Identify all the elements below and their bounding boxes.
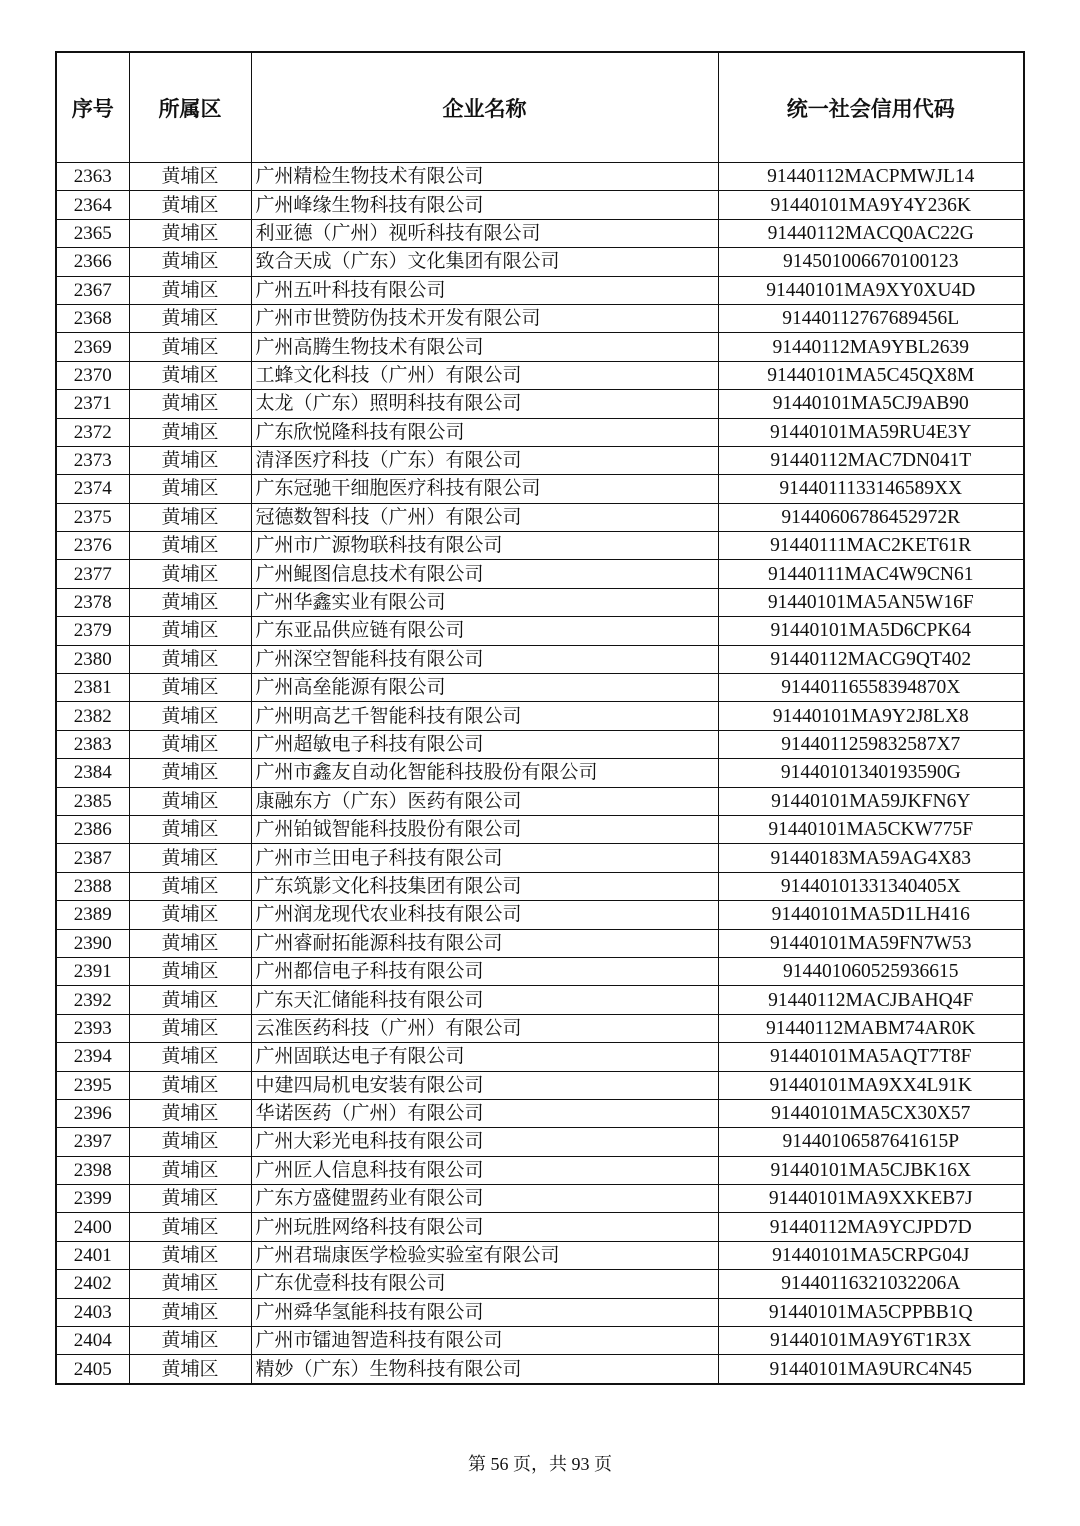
row-credit-code: 91440101MA5CKW775F [718,815,1024,843]
row-company-name: 广东筑影文化科技集团有限公司 [251,872,718,900]
header-index: 序号 [56,52,129,163]
row-index: 2396 [56,1099,129,1127]
table-row [56,503,1024,531]
row-district: 黄埔区 [129,872,251,900]
row-district: 黄埔区 [129,304,251,332]
row-district: 黄埔区 [129,787,251,815]
header-credit-code: 统一社会信用代码 [718,52,1024,163]
row-index: 2373 [56,446,129,474]
row-credit-code: 91440101MA5CX30X57 [718,1099,1024,1127]
row-district: 黄埔区 [129,1043,251,1071]
table-row [56,1270,1024,1298]
table-row [56,787,1024,815]
row-index: 2385 [56,787,129,815]
row-index: 2368 [56,304,129,332]
row-district: 黄埔区 [129,418,251,446]
table-row [56,276,1024,304]
row-index: 2364 [56,191,129,219]
row-district: 黄埔区 [129,929,251,957]
row-index: 2403 [56,1298,129,1326]
row-district: 黄埔区 [129,219,251,247]
row-district: 黄埔区 [129,532,251,560]
row-credit-code: 914401060525936615 [718,957,1024,985]
row-company-name: 广州市鑫友自动化智能科技股份有限公司 [251,759,718,787]
row-credit-code: 91440112767689456L [718,304,1024,332]
table-row [56,645,1024,673]
row-district: 黄埔区 [129,1270,251,1298]
row-district: 黄埔区 [129,191,251,219]
row-index: 2391 [56,957,129,985]
row-credit-code: 91440111MAC4W9CN61 [718,560,1024,588]
row-district: 黄埔区 [129,560,251,588]
row-index: 2387 [56,844,129,872]
row-credit-code: 91440101340193590G [718,759,1024,787]
table-row [56,730,1024,758]
row-credit-code: 91440101MA59JKFN6Y [718,787,1024,815]
table-row [56,674,1024,702]
row-credit-code: 91440101MA9Y6T1R3X [718,1327,1024,1355]
row-credit-code: 91440101MA5CPPBB1Q [718,1298,1024,1326]
row-credit-code: 91440101MA9Y4Y236K [718,191,1024,219]
header-district: 所属区 [129,52,251,163]
row-credit-code: 91440112MACG9QT402 [718,645,1024,673]
row-district: 黄埔区 [129,1298,251,1326]
row-district: 黄埔区 [129,674,251,702]
row-index: 2378 [56,588,129,616]
table-row [56,929,1024,957]
row-company-name: 广州君瑞康医学检验实验室有限公司 [251,1241,718,1269]
table-row [56,1128,1024,1156]
row-index: 2384 [56,759,129,787]
table-row [56,588,1024,616]
row-company-name: 广州市镭迪智造科技有限公司 [251,1327,718,1355]
table-row [56,532,1024,560]
table-row [56,1298,1024,1326]
row-index: 2386 [56,815,129,843]
table-row [56,901,1024,929]
table-row [56,702,1024,730]
row-district: 黄埔区 [129,163,251,191]
row-index: 2382 [56,702,129,730]
row-credit-code: 91440101MA5D6CPK64 [718,617,1024,645]
row-index: 2374 [56,475,129,503]
row-credit-code: 91440101MA9XXKEB7J [718,1185,1024,1213]
row-company-name: 广州都信电子科技有限公司 [251,957,718,985]
table-row [56,475,1024,503]
table-row [56,304,1024,332]
row-credit-code: 91440101MA5CRPG04J [718,1241,1024,1269]
row-district: 黄埔区 [129,1071,251,1099]
row-district: 黄埔区 [129,1014,251,1042]
table-row [56,844,1024,872]
table-row [56,446,1024,474]
row-credit-code: 91440112MACQ0AC22G [718,219,1024,247]
row-credit-code: 91440101MA5CJ9AB90 [718,390,1024,418]
table-row [56,617,1024,645]
row-company-name: 广州匠人信息科技有限公司 [251,1156,718,1184]
row-district: 黄埔区 [129,588,251,616]
table-row [56,1213,1024,1241]
row-credit-code: 91440101MA9XX4L91K [718,1071,1024,1099]
row-index: 2400 [56,1213,129,1241]
row-credit-code: 91440101MA59FN7W53 [718,929,1024,957]
row-district: 黄埔区 [129,475,251,503]
row-company-name: 冠德数智科技（广州）有限公司 [251,503,718,531]
row-district: 黄埔区 [129,1327,251,1355]
row-company-name: 广州鲲图信息技术有限公司 [251,560,718,588]
row-company-name: 中建四局机电安装有限公司 [251,1071,718,1099]
row-credit-code: 91440112MACJBAHQ4F [718,986,1024,1014]
row-index: 2380 [56,645,129,673]
row-index: 2369 [56,333,129,361]
row-district: 黄埔区 [129,901,251,929]
row-district: 黄埔区 [129,986,251,1014]
table-row [56,957,1024,985]
row-company-name: 广州玩胜网络科技有限公司 [251,1213,718,1241]
row-company-name: 广州深空智能科技有限公司 [251,645,718,673]
row-district: 黄埔区 [129,1156,251,1184]
row-district: 黄埔区 [129,645,251,673]
table-header-row [56,52,1024,163]
row-credit-code: 91440112MABM74AR0K [718,1014,1024,1042]
row-credit-code: 91440112MAC7DN041T [718,446,1024,474]
row-credit-code: 91440111MAC2KET61R [718,532,1024,560]
row-credit-code: 91440101MA5D1LH416 [718,901,1024,929]
enterprise-table [55,51,1025,1385]
row-index: 2381 [56,674,129,702]
row-index: 2379 [56,617,129,645]
row-credit-code: 91440101MA5AN5W16F [718,588,1024,616]
row-credit-code: 914501006670100123 [718,248,1024,276]
row-index: 2365 [56,219,129,247]
page-number: 第 56 页，共 93 页 [468,1454,612,1474]
row-company-name: 广东方盛健盟药业有限公司 [251,1185,718,1213]
row-company-name: 广东冠驰干细胞医疗科技有限公司 [251,475,718,503]
row-company-name: 广州固联达电子有限公司 [251,1043,718,1071]
row-district: 黄埔区 [129,730,251,758]
row-index: 2392 [56,986,129,1014]
row-credit-code: 91440112MA9YBL2639 [718,333,1024,361]
row-district: 黄埔区 [129,1185,251,1213]
row-credit-code: 9144010658764161 5P [718,1128,1024,1156]
row-company-name: 云准医药科技（广州）有限公司 [251,1014,718,1042]
row-index: 2390 [56,929,129,957]
table-row [56,560,1024,588]
row-index: 2404 [56,1327,129,1355]
row-district: 黄埔区 [129,361,251,389]
row-company-name: 广东天汇储能科技有限公司 [251,986,718,1014]
table-row [56,361,1024,389]
row-index: 2401 [56,1241,129,1269]
row-district: 黄埔区 [129,390,251,418]
row-district: 黄埔区 [129,446,251,474]
header-company-name: 企业名称 [251,52,718,163]
row-company-name: 广州铂钺智能科技股份有限公司 [251,815,718,843]
table-row [56,1099,1024,1127]
table-row [56,219,1024,247]
row-credit-code: 91440101MA59RU4E3Y [718,418,1024,446]
row-district: 黄埔区 [129,617,251,645]
table-row [56,1071,1024,1099]
row-index: 2367 [56,276,129,304]
table-row [56,815,1024,843]
row-company-name: 广州高腾生物技术有限公司 [251,333,718,361]
row-company-name: 广州睿耐拓能源科技有限公司 [251,929,718,957]
row-district: 黄埔区 [129,503,251,531]
row-credit-code: 91440112MACPMWJL14 [718,163,1024,191]
row-index: 2395 [56,1071,129,1099]
row-company-name: 广州华鑫实业有限公司 [251,588,718,616]
row-credit-code: 9144011259832587X7 [718,730,1024,758]
row-district: 黄埔区 [129,815,251,843]
row-credit-code: 91440101331340405X [718,872,1024,900]
row-district: 黄埔区 [129,702,251,730]
row-company-name: 广州大彩光电科技有限公司 [251,1128,718,1156]
row-index: 2399 [56,1185,129,1213]
row-index: 2383 [56,730,129,758]
row-index: 2372 [56,418,129,446]
row-company-name: 太龙（广东）照明科技有限公司 [251,390,718,418]
table-row [56,1327,1024,1355]
row-company-name: 工蜂文化科技（广州）有限公司 [251,361,718,389]
row-district: 黄埔区 [129,333,251,361]
row-company-name: 华诺医药（广州）有限公司 [251,1099,718,1127]
table-row [56,390,1024,418]
table-row [56,872,1024,900]
table-row [56,248,1024,276]
table-row [56,418,1024,446]
row-company-name: 广州超敏电子科技有限公司 [251,730,718,758]
row-company-name: 广州明高艺千智能科技有限公司 [251,702,718,730]
row-index: 2363 [56,163,129,191]
row-district: 黄埔区 [129,844,251,872]
row-company-name: 广东优壹科技有限公司 [251,1270,718,1298]
row-district: 黄埔区 [129,1099,251,1127]
table-row [56,163,1024,191]
row-index: 2398 [56,1156,129,1184]
table-row [56,1014,1024,1042]
row-index: 2405 [56,1355,129,1384]
row-company-name: 广州市世赞防伪技术开发有限公司 [251,304,718,332]
row-company-name: 广州市广源物联科技有限公司 [251,532,718,560]
row-index: 2397 [56,1128,129,1156]
row-credit-code: 91440116321032206A [718,1270,1024,1298]
row-credit-code: 914401113314658 9XX [718,475,1024,503]
row-credit-code: 91440183MA59AG4X83 [718,844,1024,872]
row-credit-code: 91440101MA9XY0XU4D [718,276,1024,304]
row-index: 2402 [56,1270,129,1298]
row-district: 黄埔区 [129,759,251,787]
row-index: 2366 [56,248,129,276]
row-company-name: 广州五叶科技有限公司 [251,276,718,304]
row-company-name: 康融东方（广东）医药有限公司 [251,787,718,815]
row-district: 黄埔区 [129,1355,251,1384]
row-index: 2370 [56,361,129,389]
row-company-name: 致合天成（广东）文化集团有限公司 [251,248,718,276]
row-index: 2376 [56,532,129,560]
row-district: 黄埔区 [129,957,251,985]
table-row [56,1355,1024,1384]
row-index: 2394 [56,1043,129,1071]
row-company-name: 广州市兰田电子科技有限公司 [251,844,718,872]
row-company-name: 利亚德（广州）视听科技有限公司 [251,219,718,247]
row-company-name: 广东亚品供应链有限公司 [251,617,718,645]
row-district: 黄埔区 [129,276,251,304]
row-index: 2389 [56,901,129,929]
table-row [56,333,1024,361]
row-index: 2377 [56,560,129,588]
table-row [56,1156,1024,1184]
row-credit-code: 9144011655839487 0X [718,674,1024,702]
row-company-name: 广州精检生物技术有限公司 [251,163,718,191]
row-company-name: 广州高垒能源有限公司 [251,674,718,702]
row-index: 2388 [56,872,129,900]
row-credit-code: 91440101MA9URC4N45 [718,1355,1024,1384]
row-credit-code: 91440101MA5CJBK16X [718,1156,1024,1184]
row-district: 黄埔区 [129,1128,251,1156]
row-company-name: 广东欣悦隆科技有限公司 [251,418,718,446]
row-index: 2371 [56,390,129,418]
row-credit-code: 91440112MA9YCJPD7D [718,1213,1024,1241]
table-row [56,1241,1024,1269]
row-company-name: 广州峰缘生物科技有限公司 [251,191,718,219]
row-company-name: 清泽医疗科技（广东）有限公司 [251,446,718,474]
table-row [56,191,1024,219]
row-credit-code: 91440606786452972R [718,503,1024,531]
row-company-name: 广州舜华氢能科技有限公司 [251,1298,718,1326]
row-index: 2393 [56,1014,129,1042]
row-company-name: 广州润龙现代农业科技有限公司 [251,901,718,929]
table-row [56,759,1024,787]
row-credit-code: 91440101MA5AQT7T8F [718,1043,1024,1071]
row-district: 黄埔区 [129,248,251,276]
row-index: 2375 [56,503,129,531]
table-row [56,1185,1024,1213]
table-row [56,986,1024,1014]
row-credit-code: 91440101MA5C45QX8M [718,361,1024,389]
row-district: 黄埔区 [129,1241,251,1269]
row-company-name: 精妙（广东）生物科技有限公司 [251,1355,718,1384]
table-body [56,163,1024,1384]
row-district: 黄埔区 [129,1213,251,1241]
table-row [56,1043,1024,1071]
row-credit-code: 91440101MA9Y2J8LX8 [718,702,1024,730]
